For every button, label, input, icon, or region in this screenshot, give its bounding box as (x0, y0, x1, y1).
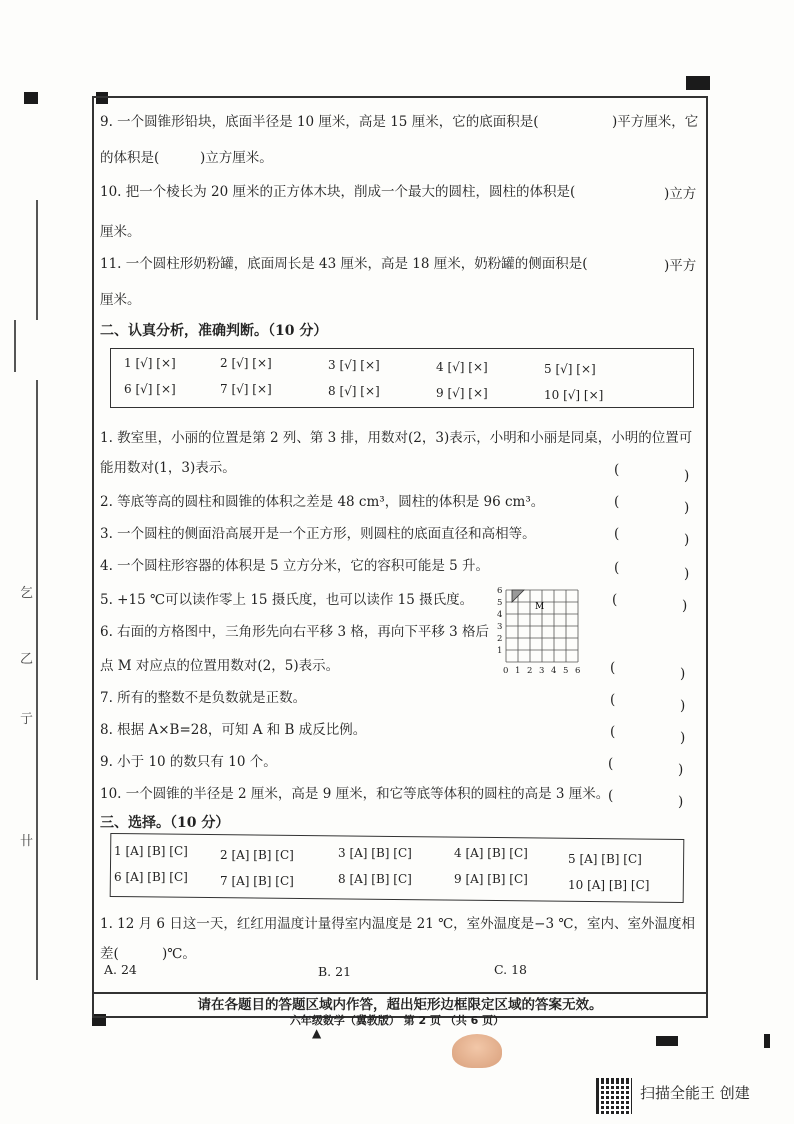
judgment-3: 3. 一个圆柱的侧面沿高展开是一个正方形，则圆柱的底面直径和高相等。 (100, 526, 536, 542)
judgment-6-line2: 点 M 对应点的位置用数对(2，5)表示。 (100, 658, 340, 674)
registration-mark (686, 76, 710, 90)
registration-mark (24, 92, 38, 104)
judgment-7: 7. 所有的整数不是负数就是正数。 (100, 690, 307, 706)
binding-line (36, 200, 38, 320)
watermark-text: 扫描全能王 创建 (640, 1084, 750, 1102)
question-10-line1: 10. 把一个棱长为 20 厘米的正方体木块，削成一个最大的圆柱，圆柱的体积是( (100, 184, 576, 200)
answer-paren-close[interactable]: ) (682, 598, 688, 614)
answer-cell[interactable]: 2 [√] [×] (220, 356, 272, 370)
judgment-4: 4. 一个圆柱形容器的体积是 5 立方分米，它的容积可能是 5 升。 (100, 558, 490, 574)
side-char: 乙 (20, 652, 34, 667)
judgment-1-line1: 1. 教室里，小丽的位置是第 2 列、第 3 排，用数对(2，3)表示，小明和小丽是同桌，小明的位置可 (100, 430, 693, 446)
option-b: B. 21 (318, 964, 352, 979)
grid-y-label: 4 (497, 610, 503, 620)
finger-shadow (452, 1034, 502, 1068)
judgment-answer-grid (110, 348, 694, 408)
option-c: C. 18 (494, 962, 527, 977)
choice-1-line1: 1. 12 月 6 日这一天，红红用温度计量得室内温度是 21 ℃，室外温度是−3 ℃，室内、室外温度相 (100, 916, 695, 932)
answer-paren-open[interactable]: ( (608, 788, 614, 804)
question-11-after1: )平方 (664, 258, 697, 274)
grid-x-label: 3 (539, 666, 545, 676)
judgment-9: 9. 小于 10 的数只有 10 个。 (100, 754, 277, 770)
answer-paren-open[interactable]: ( (610, 660, 616, 676)
answer-paren-close[interactable]: ) (684, 532, 690, 548)
answer-paren-open[interactable]: ( (614, 560, 620, 576)
judgment-5: 5. +15 ℃可以读作零上 15 摄氏度，也可以读作 15 摄氏度。 (100, 592, 474, 608)
grid-x-label: 4 (551, 666, 557, 676)
page-info (0, 1012, 794, 1028)
answer-paren-open[interactable]: ( (610, 724, 616, 740)
registration-mark (656, 1036, 678, 1046)
answer-paren-close[interactable]: ) (684, 468, 690, 484)
answer-paren-close[interactable]: ) (680, 730, 686, 746)
question-9-after2: )立方厘米。 (200, 150, 273, 166)
answer-paren-open[interactable]: ( (610, 692, 616, 708)
choice-cell[interactable]: 8 [A] [B] [C] (338, 872, 412, 886)
answer-area-notice: 请在各题目的答题区域内作答，超出矩形边框限定区域的答案无效。 (92, 992, 708, 1018)
choice-1-after: )℃。 (162, 946, 196, 962)
side-char: 卄 (20, 834, 34, 849)
choice-cell[interactable]: 3 [A] [B] [C] (338, 846, 412, 860)
binding-line (14, 320, 16, 372)
binding-line (36, 380, 38, 980)
grid-y-label: 5 (497, 598, 503, 608)
judgment-2: 2. 等底等高的圆柱和圆锥的体积之差是 48 cm³，圆柱的体积是 96 cm³。 (100, 494, 545, 510)
registration-mark (764, 1034, 770, 1048)
choice-cell[interactable]: 10 [A] [B] [C] (568, 878, 650, 892)
answer-paren-open[interactable]: ( (612, 592, 618, 608)
choice-cell[interactable]: 2 [A] [B] [C] (220, 848, 294, 862)
question-11-line1: 11. 一个圆柱形奶粉罐，底面周长是 43 厘米，高是 18 厘米，奶粉罐的侧面积是( (100, 256, 588, 272)
question-10-after1: )立方 (664, 186, 697, 202)
answer-cell[interactable]: 3 [√] [×] (328, 358, 380, 372)
answer-paren-close[interactable]: ) (678, 762, 684, 778)
answer-paren-open[interactable]: ( (614, 462, 620, 478)
answer-cell[interactable]: 7 [√] [×] (220, 382, 272, 396)
choice-cell[interactable]: 6 [A] [B] [C] (114, 870, 188, 884)
grid-y-label: 2 (497, 634, 503, 644)
answer-cell[interactable]: 9 [√] [×] (436, 386, 488, 400)
judgment-1-line2: 能用数对(1，3)表示。 (100, 460, 236, 476)
grid-y-label: 6 (497, 586, 503, 596)
question-10-line2: 厘米。 (100, 224, 141, 240)
grid-x-label: 0 (503, 666, 509, 676)
choice-cell[interactable]: 9 [A] [B] [C] (454, 872, 528, 886)
grid-x-label: 1 (515, 666, 521, 676)
side-char: 乞 (20, 586, 34, 601)
judgment-8: 8. 根据 A×B=28，可知 A 和 B 成反比例。 (100, 722, 367, 738)
question-9-line2: 的体积是( (100, 150, 160, 166)
question-11-line2: 厘米。 (100, 292, 141, 308)
option-a: A. 24 (104, 962, 137, 977)
answer-cell[interactable]: 5 [√] [×] (544, 362, 596, 376)
judgment-6-line1: 6. 右面的方格图中，三角形先向右平移 3 格，再向下平移 3 格后 (100, 624, 490, 640)
answer-paren-close[interactable]: ) (684, 566, 690, 582)
side-char: 亍 (20, 712, 34, 727)
choice-cell[interactable]: 1 [A] [B] [C] (114, 844, 188, 858)
choice-cell[interactable]: 7 [A] [B] [C] (220, 874, 294, 888)
question-9-after1: )平方厘米，它 (612, 114, 699, 130)
choice-cell[interactable]: 4 [A] [B] [C] (454, 846, 528, 860)
choice-1-line2: 差( (100, 946, 119, 962)
point-m-label: M (535, 602, 545, 612)
qr-code-icon (596, 1078, 632, 1114)
answer-cell[interactable]: 8 [√] [×] (328, 384, 380, 398)
grid-y-label: 3 (497, 622, 503, 632)
choice-cell[interactable]: 5 [A] [B] [C] (568, 852, 642, 866)
choice-answer-grid (110, 833, 685, 903)
answer-cell[interactable]: 6 [√] [×] (124, 382, 176, 396)
section-2-title: 二、认真分析，准确判断。（10 分） (100, 323, 328, 339)
answer-cell[interactable]: 4 [√] [×] (436, 360, 488, 374)
answer-paren-close[interactable]: ) (680, 698, 686, 714)
section-3-title: 三、选择。（10 分） (100, 815, 230, 831)
grid-x-label: 2 (527, 666, 533, 676)
page-info-text: 六年级数学（冀教版） 第 2 页 （共 6 页） (289, 1014, 505, 1027)
grid-x-label: 5 (563, 666, 569, 676)
answer-paren-close[interactable]: ) (678, 794, 684, 810)
answer-paren-open[interactable]: ( (608, 756, 614, 772)
answer-paren-open[interactable]: ( (614, 494, 620, 510)
grid-y-label: 1 (497, 646, 503, 656)
answer-paren-open[interactable]: ( (614, 526, 620, 542)
judgment-10: 10. 一个圆锥的半径是 2 厘米，高是 9 厘米，和它等底等体积的圆柱的高是 3 厘米。 (100, 786, 610, 802)
answer-cell[interactable]: 10 [√] [×] (544, 388, 604, 402)
answer-paren-close[interactable]: ) (680, 666, 686, 682)
coordinate-grid-figure (494, 582, 594, 678)
answer-paren-close[interactable]: ) (684, 500, 690, 516)
question-9-line1: 9. 一个圆锥形铅块，底面半径是 10 厘米，高是 15 厘米，它的底面积是( (100, 114, 539, 130)
grid-x-label: 6 (575, 666, 581, 676)
answer-cell[interactable]: 1 [√] [×] (124, 356, 176, 370)
arrow-marker: ▲ (312, 1026, 322, 1040)
